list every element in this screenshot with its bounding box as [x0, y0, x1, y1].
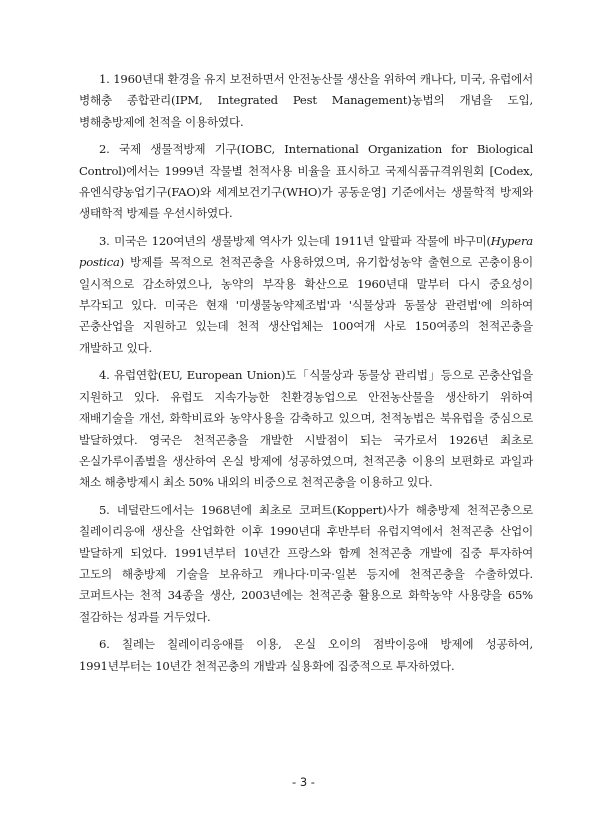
species-name: Hypera postica — [79, 233, 533, 270]
document-body — [79, 69, 533, 683]
paragraph-3-text-after: ) 방제를 목적으로 천적곤충을 사용하였으며, 유기합성농약 출현으로 곤충이용이 일시적으로 감소하였으나, 농약의 부작용 확산으로 1960년대 말부터 다시 중요성이 부각되고 있다. 미국은 현재 '미생물농약제조법'과 '식물상과 동물상 관련법'에 의하여 곤충산업을 지원하고 있는데 천적 생산업체는 100여개 사로 150여종의 천적곤충을 개발하고 있다. — [79, 255, 533, 355]
paragraph-1: 1. 1960년대 환경을 유지 보전하면서 안전농산물 생산을 위하여 캐나다, 미국, 유럽에서 병해충 종합관리(IPM, Integrated Pest Management)농법의 개념을 도입, 병해충방제에 천적을 이용하였다. — [79, 72, 533, 129]
paragraph-2: 2. 국제 생물적방제 기구(IOBC, International Organization for Biological Control)에서는 1999년 작물별 천적사용 비율을 표시하고 국제식품규격위원회 [Codex, 유엔식량농업기구(FAO)와 세계보건기구(WHO)가 공동운영] 기준에서는 생물학적 방제와 생태학적 방제를 우선시하였다. — [79, 142, 533, 221]
paragraph-3 — [79, 231, 533, 359]
paragraph-4: 4. 유럽연합(EU, European Union)도「식물상과 동물상 관리법」등으로 곤충산업을 지원하고 있다. 유럽도 지속가능한 친환경농업으로 안전농산물을 생산하기 위하여 재배기술을 개선, 화학비료와 농약사용을 감축하고 있으며, 천적농법은 북유럽을 중심으로 발달하였다. 영국은 천적곤충을 개발한 시발점이 되는 국가로서 1926년 최초로 온실가루이좀벌을 생산하여 온실 방제에 성공하였으며, 천적곤충 이용의 보편화로 과일과 채소 해충방제시 최소 50% 내외의 비중으로 천적곤충을 이용하고 있다. — [79, 368, 533, 490]
paragraph-6: 6. 칠레는 칠레이리응애를 이용, 온실 오이의 점박이응애 방제에 성공하여, 1991년부터는 10년간 천적곤충의 개발과 실용화에 집중적으로 투자하였다. — [79, 637, 533, 673]
paragraph-5: 5. 네덜란드에서는 1968년에 최초로 코퍼트(Koppert)사가 해충방제 천적곤충으로 칠레이리응애 생산을 산업화한 이후 1990년대 후반부터 유럽지역에서 천적곤충 산업이 발달하게 되었다. 1991년부터 10년간 프랑스와 함께 천적곤충 개발에 집중 투자하여 고도의 해충방제 기술을 보유하고 캐나다·미국·일본 등지에 천적곤충을 수출하였다. 코퍼트사는 천적 34종을 생산, 2003년에는 천적곤충 활용으로 화학농약 사용량을 65% 절감하는 성과를 거두었다. — [79, 502, 533, 624]
paragraph-3-text-before: 3. 미국은 120여년의 생물방제 역사가 있는데 1911년 알팔파 작물에 바구미( — [99, 233, 491, 248]
page-number: - 3 - — [292, 775, 315, 789]
